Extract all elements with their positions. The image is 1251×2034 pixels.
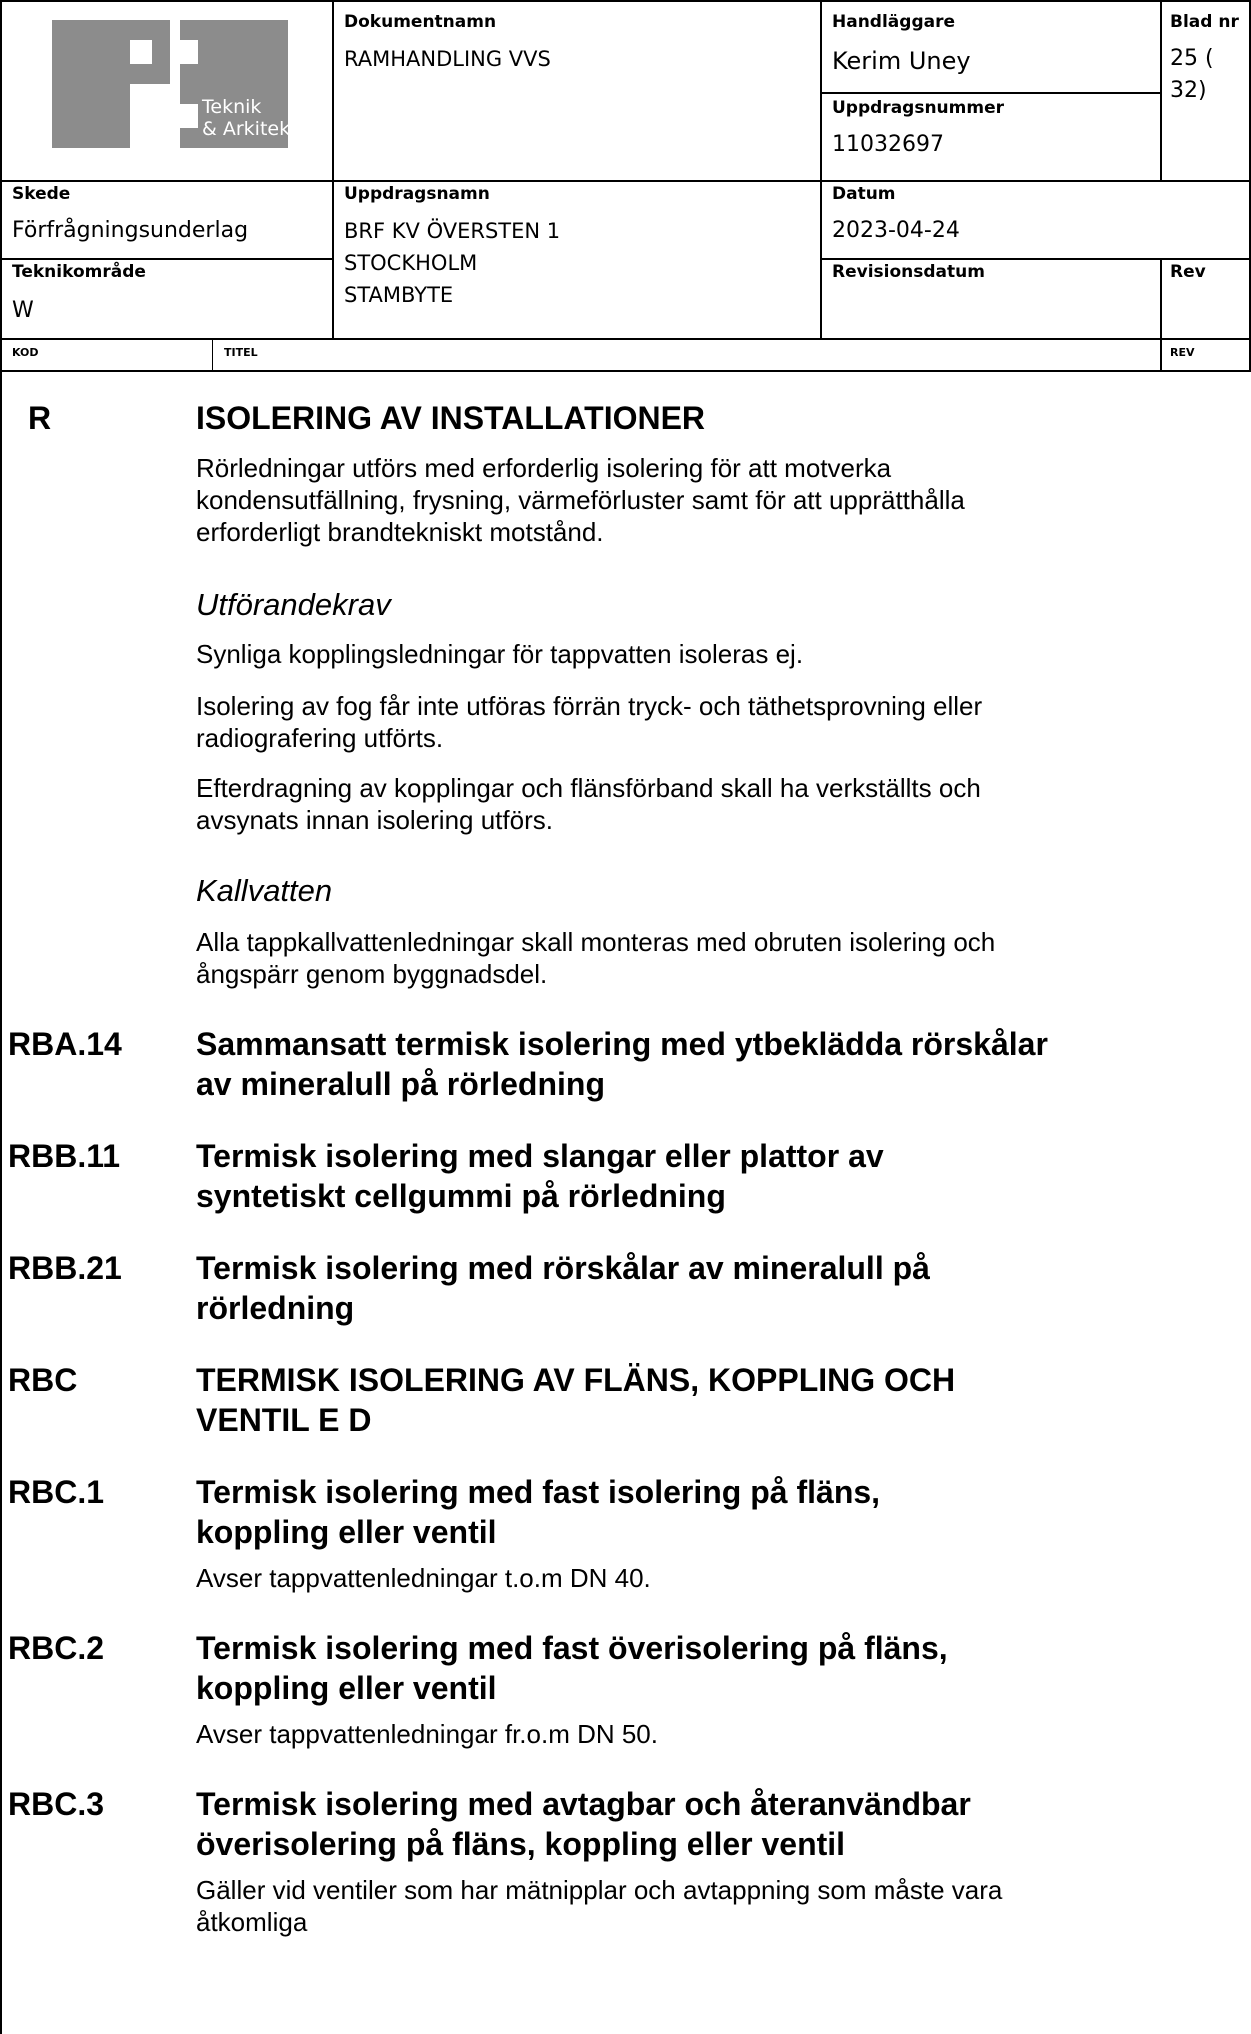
section-title: Termisk isolering med fast isolering på fläns, xyxy=(196,1474,881,1510)
paragraph: Isolering av fog får inte utföras förrän tryck- och täthetsprovning eller xyxy=(196,691,983,721)
assignment-number-label: Uppdragsnummer xyxy=(832,98,1005,118)
assignment-name-label: Uppdragsnamn xyxy=(344,184,490,204)
section-title: överisolering på fläns, koppling eller ventil xyxy=(196,1826,846,1862)
logo-shape xyxy=(180,104,198,128)
section-title: TERMISK ISOLERING AV FLÄNS, KOPPLING OCH xyxy=(196,1362,956,1398)
section-title: Termisk isolering med fast överisolering på fläns, xyxy=(196,1630,948,1666)
paragraph: Alla tappkallvattenledningar skall monteras med obruten isolering och xyxy=(196,927,996,957)
paragraph: Rörledningar utförs med erforderlig isolering för att motverka xyxy=(196,453,892,483)
line xyxy=(0,180,1251,182)
title-block xyxy=(0,0,1251,372)
sheet-value-line1: 25 ( xyxy=(1170,46,1214,71)
section-code: RBC.1 xyxy=(8,1474,105,1510)
line xyxy=(212,338,213,372)
line xyxy=(820,92,1160,94)
column-rev: REV xyxy=(1170,346,1195,359)
logo-text-line2: & Arkitektur xyxy=(202,118,318,140)
line xyxy=(1160,0,1162,180)
line xyxy=(0,370,1251,372)
column-kod: KOD xyxy=(12,346,39,359)
paragraph: kondensutfällning, frysning, värmeförluster samt för att upprätthålla xyxy=(196,485,965,515)
paragraph: åtkomliga xyxy=(196,1907,308,1937)
stage-label: Skede xyxy=(12,184,71,204)
document-name-label: Dokumentnamn xyxy=(344,12,497,32)
subheading: Utförandekrav xyxy=(196,587,391,622)
date-label: Datum xyxy=(832,184,896,204)
section-code: RBC xyxy=(8,1362,78,1398)
section-title: Termisk isolering med slangar eller plattor av xyxy=(196,1138,884,1174)
line xyxy=(0,258,332,260)
section-code: R xyxy=(28,400,52,436)
line xyxy=(0,338,1251,340)
handler-label: Handläggare xyxy=(832,12,955,32)
assignment-number-value: 11032697 xyxy=(832,132,944,157)
section-code: RBB.11 xyxy=(8,1138,121,1174)
line xyxy=(0,0,1251,2)
paragraph: erforderligt brandtekniskt motstånd. xyxy=(196,517,604,547)
line xyxy=(332,0,334,340)
line xyxy=(0,0,2,372)
section-title: Termisk isolering med avtagbar och återanvändbar xyxy=(196,1786,971,1822)
line xyxy=(820,258,1251,260)
section-title: ISOLERING AV INSTALLATIONER xyxy=(196,400,706,436)
tech-area-label: Teknikområde xyxy=(12,262,146,282)
paragraph: Avser tappvattenledningar fr.o.m DN 50. xyxy=(196,1719,658,1749)
revision-date-label: Revisionsdatum xyxy=(832,262,985,282)
date-value: 2023-04-24 xyxy=(832,218,960,243)
section-code: RBA.14 xyxy=(8,1026,122,1062)
company-logo xyxy=(52,20,318,148)
sheet-value-line2: 32) xyxy=(1170,78,1207,103)
section-code: RBC.3 xyxy=(8,1786,105,1822)
section-code: RBB.21 xyxy=(8,1250,122,1286)
paragraph: radiografering utförts. xyxy=(196,723,444,753)
logo-shape xyxy=(180,40,198,64)
paragraph: ångspärr genom byggnadsdel. xyxy=(196,959,548,989)
section-title: syntetiskt cellgummi på rörledning xyxy=(196,1178,726,1214)
section-title: Sammansatt termisk isolering med ytbeklädda rörskålar xyxy=(196,1026,1048,1062)
section-code: RBC.2 xyxy=(8,1630,105,1666)
section-title: rörledning xyxy=(196,1290,355,1326)
sheet-label: Blad nr xyxy=(1170,12,1239,32)
assignment-name-line1: BRF KV ÖVERSTEN 1 xyxy=(344,219,561,243)
paragraph: Avser tappvattenledningar t.o.m DN 40. xyxy=(196,1563,651,1593)
assignment-name-line2: STOCKHOLM xyxy=(344,251,478,275)
logo-text-line1: Teknik xyxy=(202,96,262,118)
paragraph: Gäller vid ventiler som har mätnipplar och avtappning som måste vara xyxy=(196,1875,1003,1905)
logo-shape xyxy=(52,20,130,148)
section-title: av mineralull på rörledning xyxy=(196,1066,605,1102)
section-title: VENTIL E D xyxy=(196,1402,372,1438)
paragraph: Efterdragning av kopplingar och flänsförband skall ha verkställts och xyxy=(196,773,981,803)
handler-value: Kerim Uney xyxy=(832,47,971,75)
paragraph: avsynats innan isolering utförs. xyxy=(196,805,553,835)
line xyxy=(1160,258,1162,372)
line xyxy=(820,0,822,340)
document-name-value: RAMHANDLING VVS xyxy=(344,47,551,71)
column-titel: TITEL xyxy=(224,346,258,359)
tech-area-value: W xyxy=(12,298,34,323)
section-title: koppling eller ventil xyxy=(196,1670,497,1706)
section-title: koppling eller ventil xyxy=(196,1514,497,1550)
subheading: Kallvatten xyxy=(196,873,333,908)
assignment-name-line3: STAMBYTE xyxy=(344,283,454,307)
rev-label: Rev xyxy=(1170,262,1206,282)
logo-shape xyxy=(130,40,152,64)
section-title: Termisk isolering med rörskålar av mineralull på xyxy=(196,1250,930,1286)
stage-value: Förfrågningsunderlag xyxy=(12,218,249,243)
paragraph: Synliga kopplingsledningar för tappvatten isoleras ej. xyxy=(196,639,804,669)
